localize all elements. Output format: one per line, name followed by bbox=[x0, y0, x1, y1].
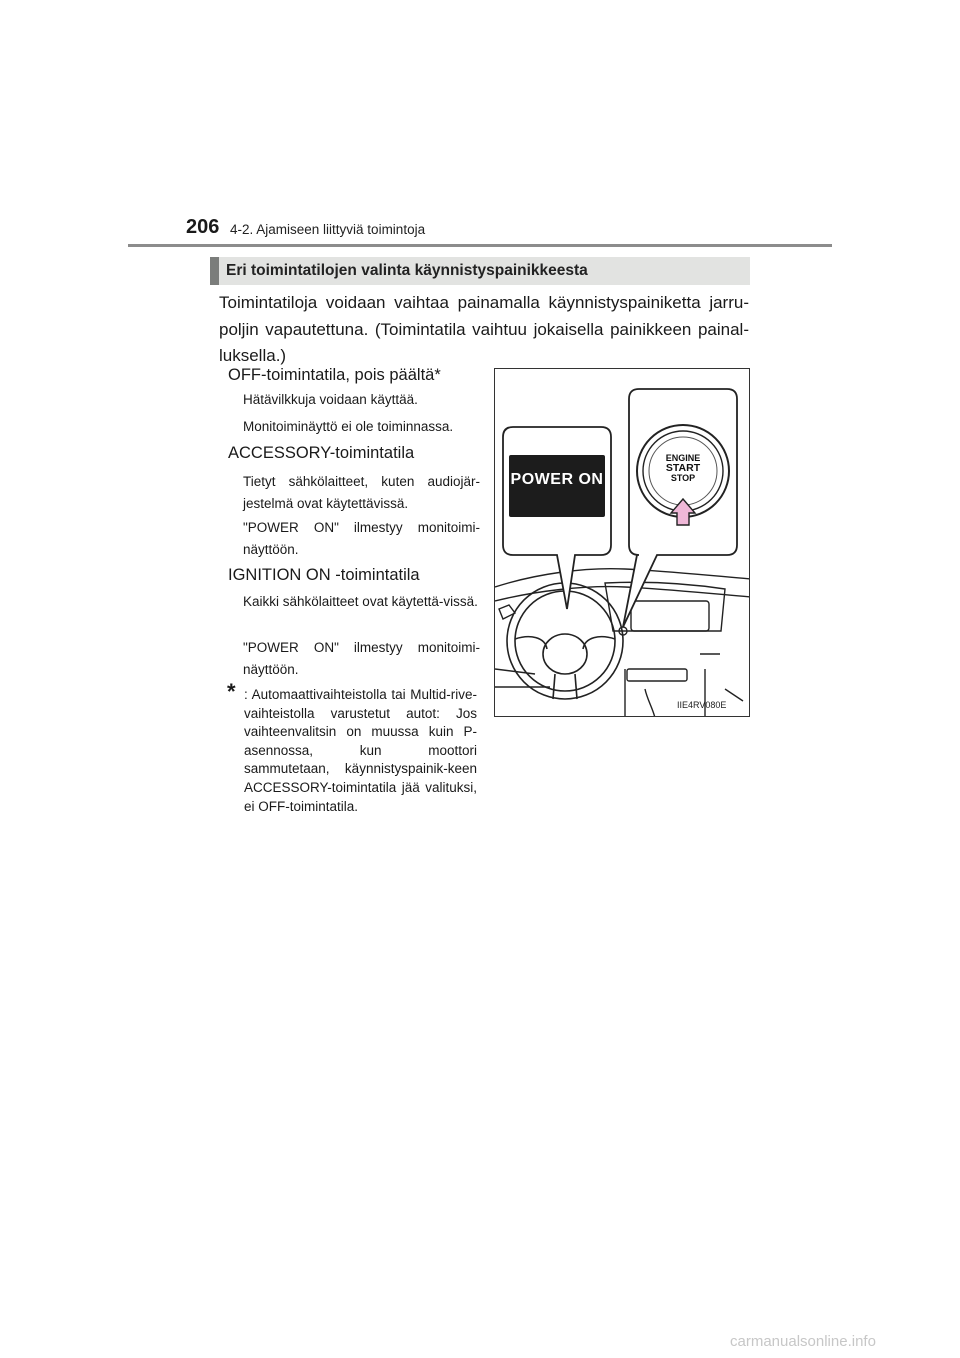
section-title: Eri toimintatilojen valinta käynnistyspainikkeesta bbox=[226, 262, 588, 279]
mode-off-title: OFF-toimintatila, pois päältä* bbox=[228, 366, 441, 384]
intro-paragraph: Toimintatiloja voidaan vaihtaa painamalla käynnistyspainiketta jarru-poljin vapautettuna. (Toimintatila vaihtuu jokaisella painikkeen painal-luksella.) bbox=[219, 293, 749, 365]
page-number: 206 bbox=[186, 216, 220, 238]
callout-display bbox=[503, 427, 611, 609]
mode-ignition-line-2: "POWER ON" ilmestyy monitoimi-näyttöön. bbox=[243, 640, 480, 677]
power-on-display-text: POWER ON bbox=[510, 471, 604, 488]
footnote bbox=[227, 679, 477, 816]
chapter-title: 4-2. Ajamiseen liittyviä toimintoja bbox=[230, 222, 426, 237]
mode-accessory-line-2: "POWER ON" ilmestyy monitoimi-näyttöön. bbox=[243, 520, 480, 557]
dashboard-illustration bbox=[494, 368, 750, 717]
watermark: carmanualsonline.info bbox=[730, 1333, 876, 1350]
mode-off-line-2: Monitoiminäyttö ei ole toiminnassa. bbox=[243, 419, 454, 434]
mode-accessory-title: ACCESSORY-toimintatila bbox=[228, 444, 415, 462]
header-divider bbox=[128, 244, 832, 247]
footnote-marker: * bbox=[227, 679, 236, 704]
button-line-1: ENGINE bbox=[665, 453, 701, 463]
mode-ignition-line-1: Kaikki sähkölaitteet ovat käytettä-vissä. bbox=[243, 594, 478, 609]
section-header bbox=[210, 257, 750, 285]
button-line-2: START bbox=[665, 462, 701, 474]
mode-accessory-line-1: Tietyt sähkölaitteet, kuten audiojär-jestelmä ovat käytettävissä. bbox=[243, 474, 480, 511]
section-header-bar bbox=[210, 257, 219, 285]
figure-code: IIE4RV080E bbox=[677, 700, 727, 710]
footnote-text: : Automaattivaihteistolla tai Multid-rive-vaihteistolla varustetut autot: Jos vaihteenvalitsin on muussa kuin P-asennossa, kun moottori sammutetaan, käynnistyspainik-keen ACCESSORY-toimintatila jää valituksi, ei OFF-toimintatila. bbox=[244, 687, 477, 814]
mode-off-line-1: Hätävilkkuja voidaan käyttää. bbox=[243, 392, 418, 407]
engine-start-stop-button bbox=[653, 453, 713, 483]
button-line-3: STOP bbox=[670, 473, 696, 483]
mode-ignition-title: IGNITION ON -toimintatila bbox=[228, 566, 420, 584]
